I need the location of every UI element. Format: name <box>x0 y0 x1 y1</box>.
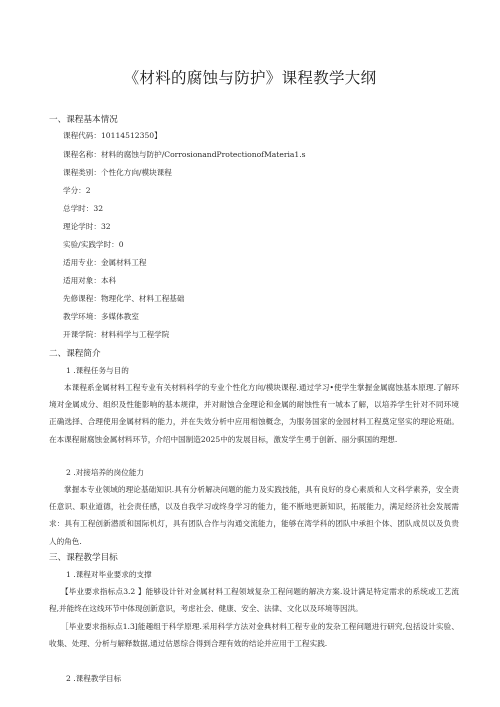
field-major: 适用专业：金属材料工程 <box>63 258 147 267</box>
paragraph-abilities: 掌握本专业领域的理论基础知识.具有分析解决问题的能力及实践技能，具有良好的身心素质和人文科学素养，安全责任意识、职业道德，社会责任感，以及自我学习或终身学习的能力，能不断地更新知识，拓展能力，满足经济社会发展需求：具有工程创新潜质和国际机灯，具有团队合作与沟通交流能力，能够在湾学科的团队中承担个体、团队成员以及负贵人的角色. <box>49 485 459 546</box>
section-heading-basic-info: 一、课程基本情况 <box>49 115 118 125</box>
subsection-heading-graduation-support: 1 .课程对毕业要求的支撑 <box>66 570 152 579</box>
field-credits: 学分：2 <box>63 186 91 195</box>
field-course-code: 课程代码：10114512350】 <box>63 131 162 140</box>
field-audience: 适用对象：本科 <box>63 276 117 285</box>
paragraph-indicator-1-3: ［毕业要求指标点1.3]能趣组于科学原理.采用科学方法对金典材料工程专业的发杂工程问题进行研究,包括设计实验、收集、处理、分析与解释数据,通过估恩综合得到合理有效的结论并应用于工程实践. <box>49 622 459 649</box>
paragraph-indicator-3-2: 【毕业要求指标点3.2 】能够设计针对金属材料工程领域复杂工程问题的解决方案.设计满足特定需求的系统或工艺流程,并能终在这线环节中体现创新意识，考虑社会、健康、安全、法律、文化以及环境等因洪。 <box>49 587 459 614</box>
subsection-heading-abilities: 2 .对接培养的岗位能力 <box>66 468 145 477</box>
field-practice-hours: 实验/实践学时：0 <box>63 240 124 249</box>
field-prerequisites: 先修课程：物理化学、材料工程基础 <box>63 294 185 303</box>
field-environment: 教学环境：多媒体教室 <box>63 312 139 321</box>
field-course-category: 课程类别：个性化方向/模块课程 <box>63 168 172 177</box>
subsection-heading-teaching-objectives: 2 .课程教学目标 <box>66 674 122 683</box>
field-total-hours: 总学时：32 <box>63 204 104 213</box>
document-title: 《材料的腐蚀与防护》课程教学大纲 <box>123 69 377 87</box>
field-college: 开课学院：材料科学与工程学院 <box>63 330 170 339</box>
section-heading-objectives: 三、课程教学目标 <box>49 553 118 563</box>
subsection-heading-task: 1 .课程任务与目的 <box>66 366 129 375</box>
field-course-name: 课程名称：材料的腐蚀与防护/CorrosionandProtectionofMateria1.s <box>63 150 306 159</box>
paragraph-course-task: 本课程系金属材料工程专业有关材料科学的专业个性化方向/模块课程.通过学习•使学生掌握金属腐蚀基本原理.了解环境对金属成分、组织及性能影响的基本规律，并对耐蚀合金理论和金属的耐蚀性有一城本了解，以培养学生针对不同环境正确选择、合理使用金属材料的能力，并在失效分析中应用相蚀概念，为服务国家的金园材料工程奠定坚实的理论班础。在本课程耐腐蚀金属材料环节，介绍中国制造2025中的发展目标，激发学生勇于创新、丽分骐国的理想. <box>49 383 459 444</box>
section-heading-introduction: 二、课程简介 <box>49 349 101 359</box>
field-theory-hours: 理论学时：32 <box>63 222 111 231</box>
